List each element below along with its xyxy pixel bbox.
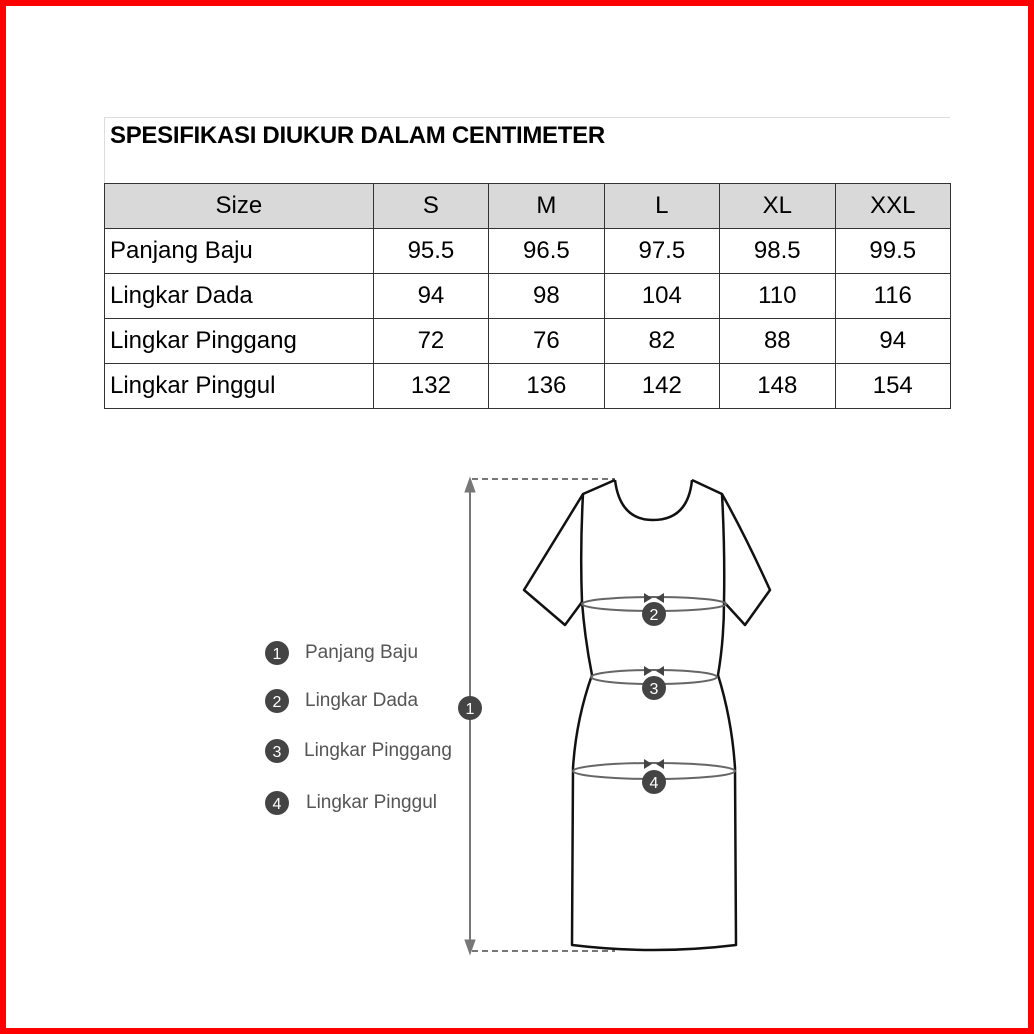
header-cell: XL [720, 184, 835, 229]
cell: 154 [835, 364, 950, 409]
cell: 96.5 [489, 229, 604, 274]
header-cell: S [373, 184, 488, 229]
cell: 95.5 [373, 229, 488, 274]
cell: 136 [489, 364, 604, 409]
cell: 72 [373, 319, 488, 364]
cell: 142 [604, 364, 719, 409]
cell: 132 [373, 364, 488, 409]
row-label: Lingkar Dada [105, 274, 374, 319]
legend-label: Lingkar Pinggul [306, 792, 437, 813]
header-cell: M [489, 184, 604, 229]
cell: 116 [835, 274, 950, 319]
svg-text:1: 1 [465, 701, 475, 718]
svg-text:3: 3 [272, 744, 282, 761]
cell: 98.5 [720, 229, 835, 274]
header-cell: XXL [835, 184, 950, 229]
badge-3-icon [642, 676, 666, 700]
badge-1-icon [458, 696, 482, 720]
svg-text:2: 2 [649, 607, 659, 624]
svg-text:2: 2 [272, 694, 282, 711]
page-title: SPESIFIKASI DIUKUR DALAM CENTIMETER [110, 122, 605, 149]
row-label: Lingkar Pinggang [105, 319, 374, 364]
cell: 94 [835, 319, 950, 364]
cell: 97.5 [604, 229, 719, 274]
cell: 104 [604, 274, 719, 319]
cell: 98 [489, 274, 604, 319]
cell: 82 [604, 319, 719, 364]
cell: 110 [720, 274, 835, 319]
cell: 76 [489, 319, 604, 364]
dress-outline-icon [524, 480, 770, 950]
svg-text:1: 1 [272, 646, 282, 663]
legend-badge-2-icon [265, 689, 289, 713]
badge-2-icon [642, 602, 666, 626]
badge-4-icon [642, 770, 666, 794]
cell: 88 [720, 319, 835, 364]
cell: 94 [373, 274, 488, 319]
legend-label: Lingkar Pinggang [304, 740, 452, 761]
svg-text:4: 4 [649, 775, 659, 792]
legend-badge-1-icon [265, 641, 289, 665]
cell: 99.5 [835, 229, 950, 274]
legend-label: Panjang Baju [305, 642, 419, 663]
header-cell: Size [105, 184, 374, 229]
cell: 148 [720, 364, 835, 409]
row-label: Panjang Baju [105, 229, 374, 274]
svg-text:3: 3 [649, 681, 659, 698]
header-cell: L [604, 184, 719, 229]
legend-label: Lingkar Dada [305, 690, 419, 711]
svg-text:4: 4 [272, 796, 282, 813]
length-measure-line [465, 478, 615, 954]
legend-badge-4-icon [265, 791, 289, 815]
row-label: Lingkar Pinggul [105, 364, 374, 409]
legend-badge-3-icon [265, 739, 289, 763]
